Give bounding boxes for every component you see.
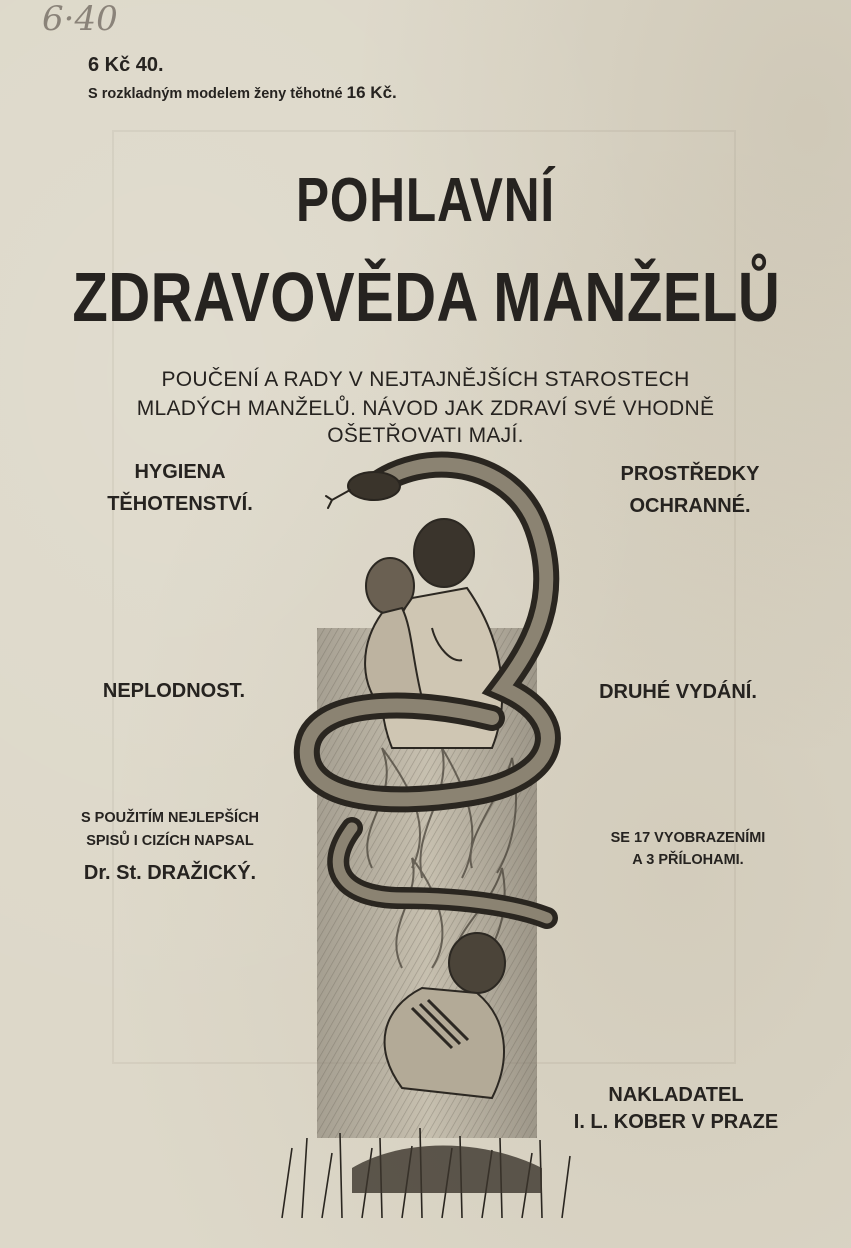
illustrations-line-1: SE 17 VYOBRAZENÍMI [610,830,766,846]
illustrations-line-2: A 3 PŘÍLOHAMI. [632,852,744,868]
price-note-text: S rozkladným modelem ženy těhotné [88,86,343,102]
topic-infertility: NEPLODNOST. [102,680,246,702]
publisher-line-2: I. L. KOBER V PRAZE [573,1111,779,1133]
topic-hygiene-line-1: HYGIENA [134,461,226,483]
topic-hygiene-line-2: TĚHOTENSTVÍ. [107,493,253,515]
subtitle-line-2: MLADÝCH MANŽELŮ. NÁVOD JAK ZDRAVÍ SVÉ VHODNĚ [136,397,715,420]
publisher-line-1: NAKLADATEL [608,1084,744,1106]
serpent-couple-illustration [262,448,592,1228]
author-name: Dr. St. DRAŽICKÝ. [83,862,257,884]
price-note-amount: 16 Kč. [346,83,397,102]
topic-protection-line-1: PROSTŘEDKY [620,463,760,485]
price: 6 Kč 40. [88,54,164,76]
grass [282,1128,570,1218]
title-line-1: POHLAVNÍ [295,166,555,235]
author-line-1: S POUŽITÍM NEJLEPŠÍCH [80,810,260,826]
price-note [88,84,397,102]
subtitle-line-3: OŠETŘOVATI MAJÍ. [327,424,524,447]
author-line-2: SPISŮ I CIZÍCH NAPSAL [86,833,254,849]
title-line-2: ZDRAVOVĚDA MANŽELŮ [72,258,781,336]
topic-protection-line-2: OCHRANNÉ. [629,495,751,517]
subtitle-line-1: POUČENÍ A RADY V NEJTAJNĚJŠÍCH STAROSTECH [161,368,690,391]
handwritten-price-note: 6·40 [42,0,118,39]
edition-label: DRUHÉ VYDÁNÍ. [599,681,757,703]
